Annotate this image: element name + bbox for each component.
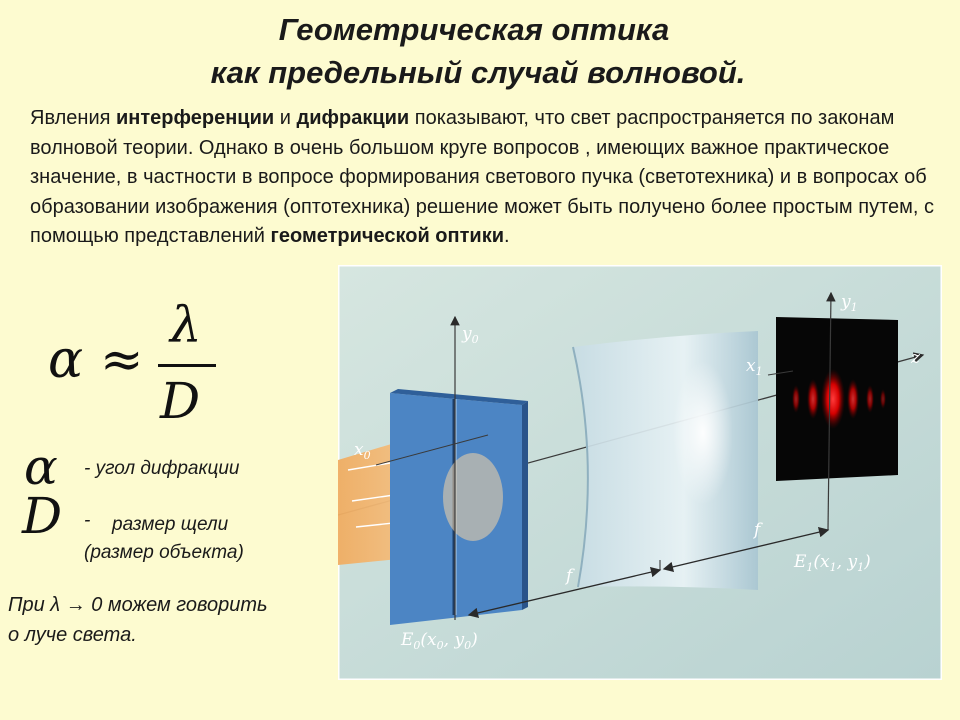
intro-paragraph — [30, 104, 960, 252]
para-text-1: Явления — [30, 107, 117, 129]
para-text-4: . — [504, 225, 510, 247]
label-y0: $y_0$ — [462, 324, 479, 346]
diffracted-wave — [443, 453, 503, 541]
title-line-2: как предельный случай волновой. — [210, 55, 746, 90]
formula-alpha: α — [48, 330, 84, 390]
note-line-1: При λ → 0 можем говорить — [8, 594, 268, 616]
optics-diagram — [338, 265, 942, 680]
label-f-2: f — [754, 520, 761, 540]
para-bold-diffraction: дифракции — [296, 107, 410, 129]
label-x0: $x_0$ — [354, 440, 371, 462]
para-bold-geometric-optics: геометрической оптики — [270, 225, 504, 247]
fringe-left-1 — [807, 379, 819, 419]
formula-fraction-bar — [158, 364, 216, 367]
legend-alpha-symbol: α — [24, 438, 58, 496]
formula-lambda: λ — [170, 296, 202, 354]
legend-D-text: размер щели — [112, 514, 229, 535]
label-x1: $x_1$ — [746, 356, 763, 378]
para-text-2: и — [274, 107, 297, 129]
legend-D-dash: - — [84, 510, 91, 531]
para-bold-interference: интерференции — [116, 107, 275, 129]
label-E0: $E_0(x_0$, $y_0$) — [401, 630, 478, 652]
slit-plate-side — [522, 401, 528, 610]
fringe-right-1 — [847, 379, 859, 419]
legend-alpha-text: - угол дифракции — [84, 458, 240, 479]
label-f-1: f — [566, 566, 573, 586]
para-text-3: показывают, что свет распространяется по законам волновой теории. Однако в очень большом круге вопросов , имеющих важное практическое значение, в частности в вопросе формирования светового пучка (светотехника) и в вопросах об образовании изображения (оптотехника) решение может быть получено более простым путем, с помощью представлений — [30, 107, 934, 247]
formula-approx: ≈ — [100, 330, 144, 390]
label-z: z — [911, 348, 920, 368]
fringe-right-3 — [880, 389, 886, 409]
fringe-left-2 — [792, 385, 800, 413]
fringe-center — [821, 369, 845, 429]
label-y1: $y_1$ — [841, 292, 858, 314]
legend-D-symbol: D — [22, 487, 63, 545]
lens-glow — [673, 361, 733, 505]
legend-D-text-2: (размер объекта) — [84, 542, 244, 563]
formula-D: D — [160, 372, 201, 430]
fringe-right-2 — [866, 385, 874, 413]
title-line-1: Геометрическая оптика — [278, 12, 670, 47]
note-line-2: о луче света. — [8, 624, 137, 646]
label-E1: $E_1(x_1$, $y_1$) — [794, 552, 871, 574]
